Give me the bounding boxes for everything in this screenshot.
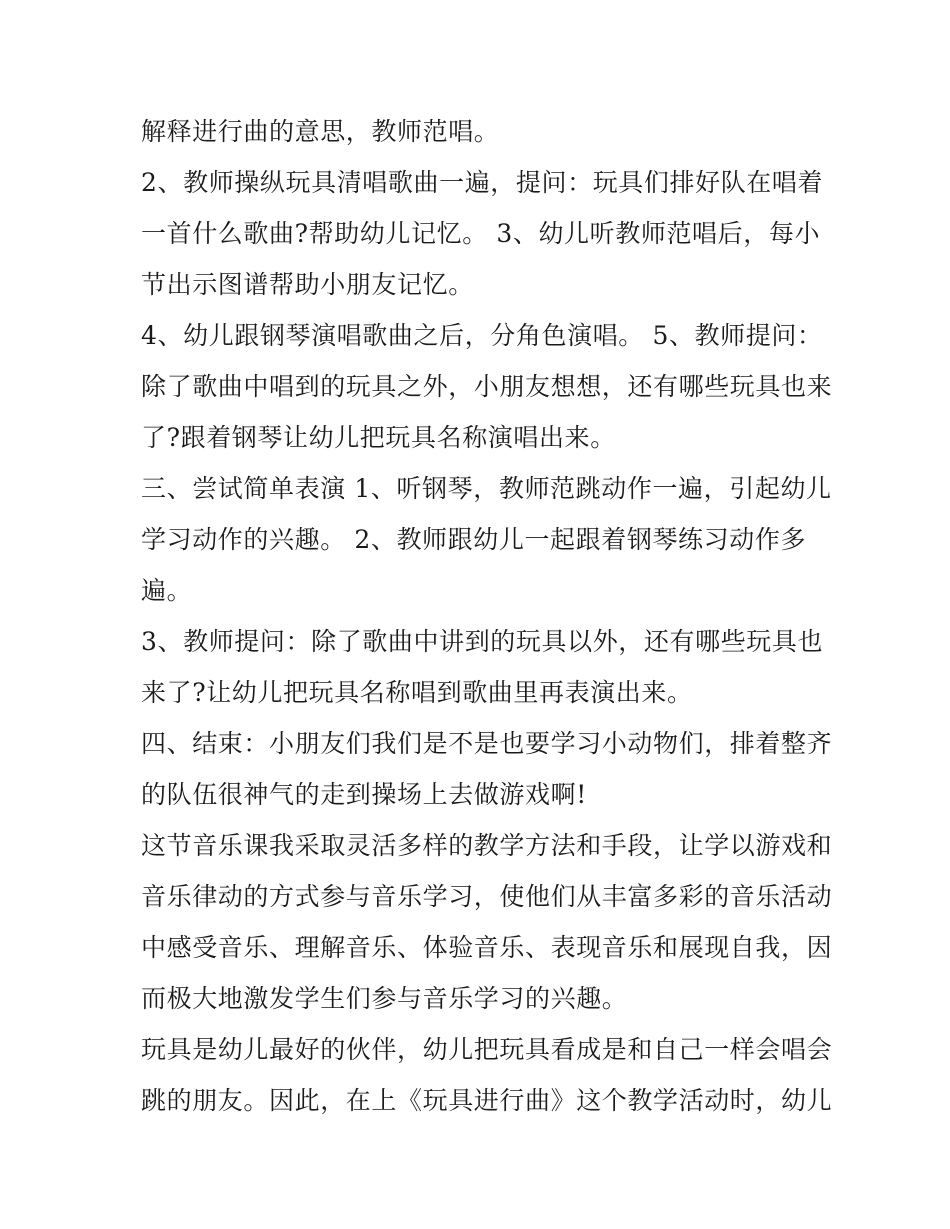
- text-line: 3、教师提问：除了歌曲中讲到的玩具以外，还有哪些玩具也: [141, 627, 824, 656]
- text-line: 音乐律动的方式参与音乐学习，使他们从丰富多彩的音乐活动: [141, 882, 833, 911]
- text-line: 学习动作的兴趣。 2、教师跟幼儿一起跟着钢琴练习动作多: [141, 525, 807, 554]
- text-line: 来了?让幼儿把玩具名称唱到歌曲里再表演出来。: [141, 678, 693, 707]
- text-line: 的队伍很神气的走到操场上去做游戏啊!: [141, 780, 587, 809]
- text-line: 一首什么歌曲?帮助幼儿记忆。 3、幼儿听教师范唱后，每小: [141, 219, 821, 248]
- text-line: 遍。: [141, 576, 193, 605]
- text-line: 而极大地激发学生们参与音乐学习的兴趣。: [141, 984, 628, 1013]
- text-line: 中感受音乐、理解音乐、体验音乐、表现音乐和展现自我，因: [141, 933, 833, 962]
- text-line: 节出示图谱帮助小朋友记忆。: [141, 270, 474, 299]
- text-line: 了?跟着钢琴让幼儿把玩具名称演唱出来。: [141, 423, 616, 452]
- text-line: 四、结束：小朋友们我们是不是也要学习小动物们，排着整齐: [141, 729, 833, 758]
- text-line: 4、幼儿跟钢琴演唱歌曲之后，分角色演唱。 5、教师提问：: [141, 321, 823, 350]
- text-line: 2、教师操纵玩具清唱歌曲一遍，提问：玩具们排好队在唱着: [141, 168, 824, 197]
- text-line: 解释进行曲的意思，教师范唱。: [141, 117, 500, 146]
- text-line: 这节音乐课我采取灵活多样的教学方法和手段，让学以游戏和: [141, 831, 833, 860]
- text-line: 除了歌曲中唱到的玩具之外，小朋友想想，还有哪些玩具也来: [141, 372, 833, 401]
- body-text: [141, 106, 833, 1126]
- text-line: 玩具是幼儿最好的伙伴，幼儿把玩具看成是和自己一样会唱会: [141, 1035, 833, 1064]
- text-line: 三、尝试简单表演 1、听钢琴，教师范跳动作一遍，引起幼儿: [141, 474, 832, 503]
- text-line: 跳的朋友。因此，在上《玩具进行曲》这个教学活动时，幼儿: [141, 1086, 833, 1115]
